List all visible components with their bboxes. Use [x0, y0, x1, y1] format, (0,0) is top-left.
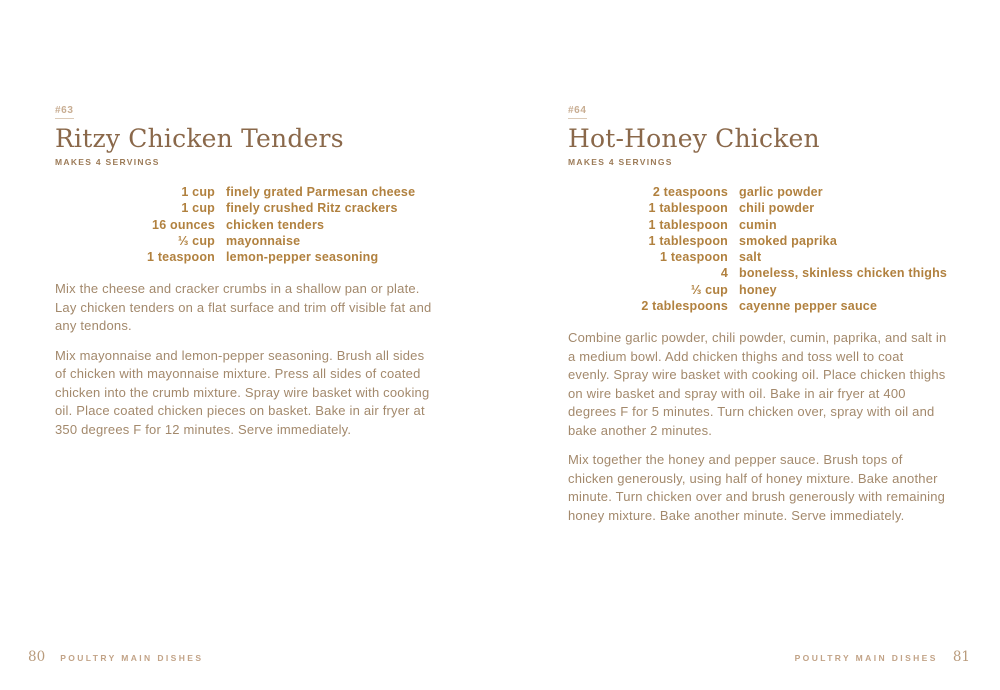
- ingredient-name: mayonnaise: [226, 233, 301, 248]
- ingredient-list: [568, 184, 948, 314]
- ingredient-name: chicken tenders: [226, 217, 325, 232]
- ingredient-name: chili powder: [739, 201, 815, 216]
- ingredient-quantity: 1 tablespoon: [648, 217, 728, 232]
- ingredient-quantity: 1 cup: [181, 201, 215, 216]
- page-number: 81: [952, 649, 970, 665]
- recipe-servings: MAKES 4 SERVINGS: [55, 157, 160, 167]
- instructions: [568, 329, 948, 525]
- ingredient-quantity: 1 cup: [181, 185, 215, 199]
- instruction-paragraph: Mix mayonnaise and lemon-pepper seasoning. Brush all sides of chicken with mayonnaise mixture. Press all sides of coated chicken into the crumb mixture. Spray wire basket with cooking oil. Place coated chicken pieces on basket. Bake in air fryer at 350 degrees F for 12 minutes. Serve immediately.: [55, 347, 430, 437]
- instruction-paragraph: Mix the cheese and cracker crumbs in a shallow pan or plate. Lay chicken tenders on a flat surface and trim off visible fat and any tendons.: [55, 281, 432, 334]
- ingredient-name: honey: [739, 282, 777, 297]
- ingredient-name: smoked paprika: [739, 233, 837, 248]
- ingredient-row: [55, 184, 435, 200]
- instructions: [55, 280, 435, 439]
- ingredient-quantity: 1 tablespoon: [648, 201, 728, 216]
- recipe-number: #63: [55, 105, 74, 119]
- ingredient-quantity: 1 tablespoon: [648, 233, 728, 248]
- ingredient-name: finely grated Parmesan cheese: [226, 185, 416, 199]
- ingredient-row: [568, 265, 948, 281]
- recipe-title: Ritzy Chicken Tenders: [55, 124, 344, 153]
- ingredient-row: [568, 217, 948, 233]
- ingredient-quantity: 16 ounces: [152, 217, 215, 232]
- recipe-servings: MAKES 4 SERVINGS: [568, 157, 673, 167]
- recipe-left: [55, 100, 435, 450]
- ingredient-list: [55, 184, 435, 265]
- ingredient-row: [568, 282, 948, 298]
- recipe-title: Hot-Honey Chicken: [568, 124, 820, 153]
- ingredient-quantity: 2 teaspoons: [652, 185, 728, 199]
- ingredient-quantity: ⅓ cup: [177, 233, 215, 248]
- ingredient-name: cayenne pepper sauce: [739, 299, 878, 314]
- ingredient-name: garlic powder: [739, 185, 823, 199]
- ingredient-quantity: 4: [720, 266, 728, 281]
- ingredient-row: [55, 249, 435, 265]
- section-label: POULTRY MAIN DISHES: [60, 653, 204, 663]
- ingredient-row: [55, 217, 435, 233]
- instruction-paragraph: Combine garlic powder, chili powder, cumin, paprika, and salt in a medium bowl. Add chicken thighs and toss well to coat evenly. Spray wire basket with cooking oil. Place chicken thighs on wire basket and spray with oil. Bake in air fryer at 400 degrees F for 5 minutes. Turn chicken over, spray with oil and bake another 2 minutes.: [568, 330, 947, 438]
- ingredient-name: finely crushed Ritz crackers: [226, 201, 398, 216]
- page-number: 80: [28, 649, 46, 665]
- ingredient-quantity: 1 teaspoon: [147, 250, 215, 265]
- ingredient-row: [568, 298, 948, 314]
- ingredient-row: [55, 233, 435, 249]
- ingredient-name: lemon-pepper seasoning: [226, 250, 379, 265]
- ingredient-name: cumin: [739, 217, 777, 232]
- ingredient-row: [568, 184, 948, 200]
- ingredient-name: salt: [739, 250, 762, 265]
- footer-right: [795, 649, 970, 665]
- ingredient-name: boneless, skinless chicken thighs: [739, 266, 948, 281]
- ingredient-quantity: 1 teaspoon: [660, 250, 728, 265]
- section-label: POULTRY MAIN DISHES: [794, 653, 938, 663]
- ingredient-row: [568, 249, 948, 265]
- recipe-number: #64: [568, 105, 587, 119]
- recipe-right: [568, 100, 948, 536]
- ingredient-quantity: ⅓ cup: [690, 282, 728, 297]
- footer-left: [28, 649, 203, 665]
- ingredient-row: [55, 200, 435, 216]
- ingredient-row: [568, 200, 948, 216]
- instruction-paragraph: Mix together the honey and pepper sauce. Brush tops of chicken generously, using half of honey mixture. Bake another minute. Turn chicken over and brush generously with remaining honey mixture. Bake another minute. Serve immediately.: [568, 452, 946, 523]
- ingredient-row: [568, 233, 948, 249]
- ingredient-quantity: 2 tablespoons: [641, 299, 728, 314]
